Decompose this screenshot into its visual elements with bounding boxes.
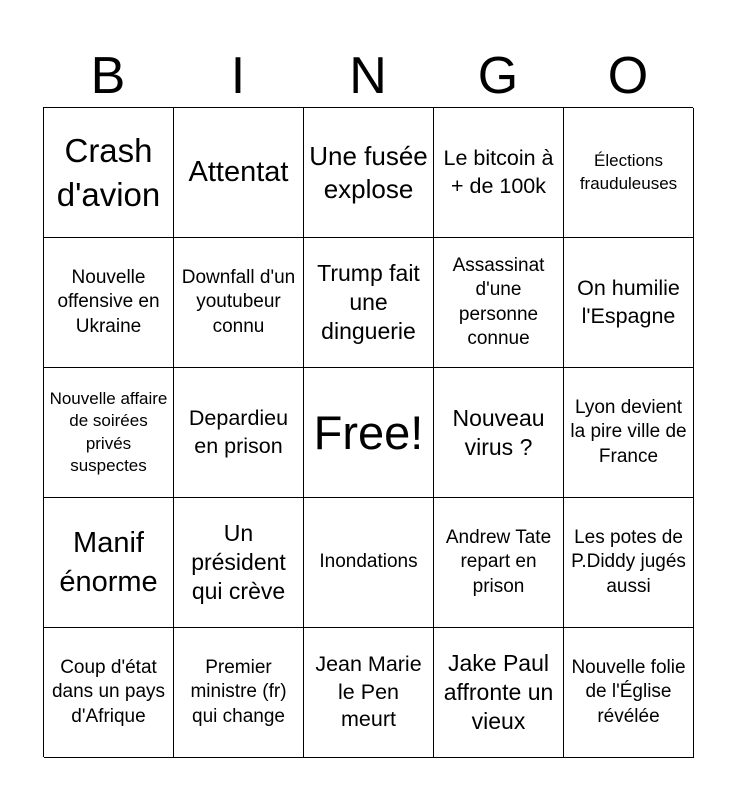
bingo-cell[interactable] [304,498,434,628]
bingo-cell[interactable] [304,628,434,758]
bingo-cell[interactable] [174,238,304,368]
bingo-cell[interactable] [434,368,564,498]
bingo-cell[interactable] [564,498,694,628]
bingo-cell[interactable] [174,368,304,498]
bingo-cell[interactable] [44,238,174,368]
bingo-cell-text: Élections frauduleuses [579,151,678,193]
bingo-cell-text: Nouvelle offensive en Ukraine [57,267,160,337]
bingo-board [43,107,693,757]
bingo-cell-text: Assassinat d'une personne connue [452,254,545,349]
bingo-cell[interactable] [174,498,304,628]
bingo-cell[interactable] [174,628,304,758]
bingo-cell-text: Une fusée explose [309,141,428,204]
bingo-cell-text: Downfall d'un youtubeur connu [181,267,296,337]
bingo-cell-text: Les potes de P.Diddy jugés aussi [571,527,686,597]
header-letter-b: B [90,47,126,105]
bingo-cell-text: On humilie l'Espagne [577,275,680,328]
bingo-cell[interactable] [564,238,694,368]
bingo-cell[interactable] [304,238,434,368]
bingo-cell-text: Nouveau virus ? [452,404,545,460]
bingo-cell-text: Coup d'état dans un pays d'Afrique [51,657,166,727]
bingo-cell-text: Le bitcoin à + de 100k [443,145,554,198]
bingo-cell[interactable] [174,108,304,238]
bingo-cell-text: Andrew Tate repart en prison [445,527,552,597]
bingo-cell[interactable] [44,498,174,628]
bingo-cell[interactable] [434,628,564,758]
bingo-cell-text: Jean Marie le Pen meurt [315,651,422,732]
bingo-cell[interactable] [564,368,694,498]
bingo-cell[interactable] [564,628,694,758]
bingo-cell-text: Depardieu en prison [188,405,289,458]
bingo-cell-text: Lyon devient la pire ville de France [570,397,687,467]
bingo-cell[interactable] [44,368,174,498]
bingo-cell-text: Trump fait une dinguerie [317,260,420,344]
bingo-cell[interactable] [304,108,434,238]
bingo-cell[interactable] [564,108,694,238]
header-letter-o: O [607,47,649,105]
free-cell[interactable] [304,368,434,498]
header-letter-n: N [349,47,387,105]
bingo-cell[interactable] [44,108,174,238]
bingo-cell[interactable] [434,108,564,238]
bingo-cell[interactable] [44,628,174,758]
bingo-cell-text: Un président qui crève [191,520,286,604]
bingo-cell-text: Crash d'avion [56,131,161,213]
header-letter-g: G [477,47,519,105]
bingo-cell[interactable] [434,498,564,628]
bingo-cell-text: Manif énorme [59,527,158,598]
header-letter-i: I [230,47,246,105]
bingo-cell[interactable] [434,238,564,368]
bingo-cell-text: Premier ministre (fr) qui change [190,657,287,727]
bingo-cell-text: Nouvelle affaire de soirées privés suspectes [49,388,168,475]
bingo-cell-text: Attentat [188,156,289,189]
free-cell-text: Free! [313,406,424,459]
bingo-cell-text: Jake Paul affronte un vieux [443,650,554,734]
bingo-header [43,46,693,106]
bingo-cell-text: Nouvelle folie de l'Église révélée [571,657,686,727]
bingo-cell-text: Inondations [319,551,418,573]
